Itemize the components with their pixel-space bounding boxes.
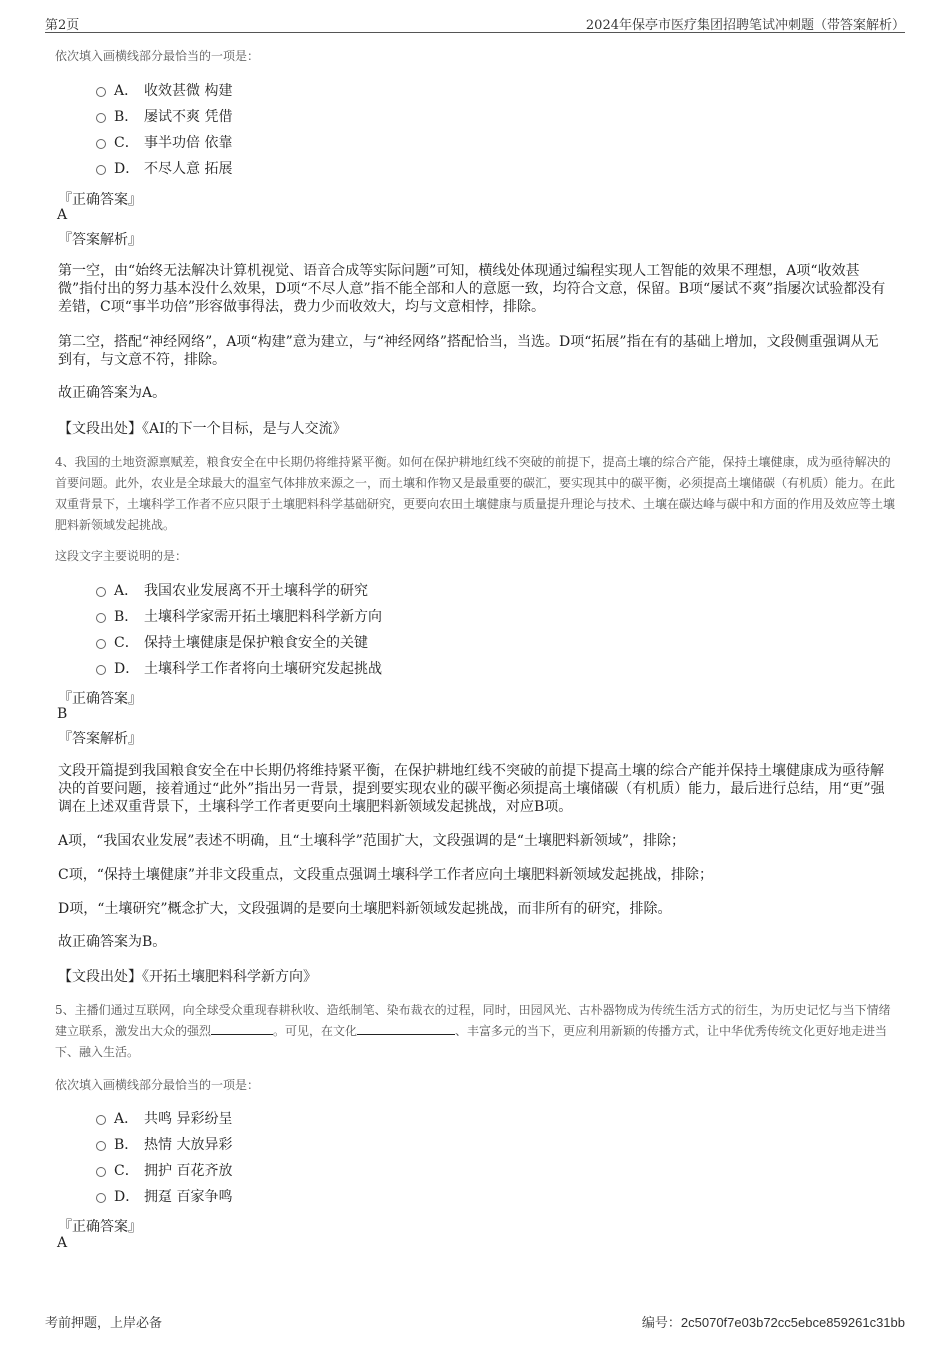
q3-option-a[interactable]: A． 收效甚微 构建 (96, 81, 232, 101)
q4-option-d[interactable]: D． 土壤科学工作者将向土壤研究发起挑战 (96, 659, 382, 679)
document-serial: 编号：2c5070f7e03b72cc5ebce859261c31bb (641, 1315, 905, 1331)
q4-analysis-conclusion: 故正确答案为B。 (58, 934, 167, 950)
radio-icon[interactable] (96, 613, 106, 623)
document-title: 2024年保亭市医疗集团招聘笔试冲刺题（带答案解析） (585, 18, 905, 33)
q4-analysis-paragraph: 文段开篇提到我国粮食安全在中长期仍将维持紧平衡，在保护耕地红线不突破的前提下提高土壤的综合产能并保持土壤健康成为亟待解决的首要问题，接着通过“此外”指出另一背景，提到要实现农业的碳平衡必须提高土壤储碳（有机质）能力，最后进行总结，用“更”强调在上述双重背景下，土壤科学工作者更要向土壤肥料新领域发起挑战，对应B项。 (58, 763, 885, 815)
q4-analysis-label: 『答案解析』 (58, 731, 142, 747)
radio-icon[interactable] (96, 1193, 106, 1203)
radio-icon[interactable] (96, 113, 106, 123)
q5-answer-label: 『正确答案』 (58, 1219, 142, 1235)
q4-source: 【文段出处】《开拓土壤肥料科学新方向》 (58, 969, 317, 985)
fill-blank-2 (357, 1022, 455, 1035)
q5-answer: A (57, 1235, 68, 1251)
q3-analysis-conclusion: 故正确答案为A。 (58, 385, 167, 401)
q4-instruction: 这段文字主要说明的是： (55, 549, 188, 563)
q3-analysis-paragraph: 第一空，由“始终无法解决计算机视觉、语音合成等实际问题”可知，横线处体现通过编程实现人工智能的效果不理想，A项“收效甚微”指付出的努力基本没什么效果，D项“不尽人意”指不能全部和人的意愿一致，均符合文意，保留。B项“屡试不爽”指屡次试验都没有差错，C项“事半功倍”形容做事得法，费力少而收效大，均与文意相悖，排除。 (58, 263, 886, 315)
q5-option-d[interactable]: D． 拥趸 百家争鸣 (96, 1187, 232, 1207)
radio-icon[interactable] (96, 139, 106, 149)
q4-option-b[interactable]: B． 土壤科学家需开拓土壤肥料科学新方向 (96, 607, 382, 627)
q5-passage: 5、主播们通过互联网，向全球受众重现春耕秋收、造纸制笔、染布裁衣的过程，同时，田园风光、古朴器物成为传统生活方式的衍生，为历史记忆与当下情绪建立联系，激发出大众的强烈 。可见，在文化 、丰富多元的当下，更应利用新颖的传播方式，让中华优秀传统文化更好地走进当下、融入生活。 (55, 1003, 891, 1059)
q5-option-a[interactable]: A． 共鸣 异彩纷呈 (96, 1109, 232, 1129)
q3-analysis-label: 『答案解析』 (58, 232, 142, 248)
q5-instruction: 依次填入画横线部分最恰当的一项是： (55, 1078, 260, 1092)
q5-option-b[interactable]: B． 热情 大放异彩 (96, 1135, 232, 1155)
q3-answer: A (57, 207, 68, 223)
q3-option-c[interactable]: C． 事半功倍 依靠 (96, 133, 232, 153)
page-header (45, 12, 905, 33)
q4-analysis-paragraph: C项，“保持土壤健康”并非文段重点，文段重点强调土壤科学工作者应向土壤肥料新领域发起挑战，排除； (58, 867, 714, 883)
radio-icon[interactable] (96, 639, 106, 649)
q4-option-a[interactable]: A． 我国农业发展离不开土壤科学的研究 (96, 581, 368, 601)
q3-source: 【文段出处】《AI的下一个目标，是与人交流》 (58, 421, 347, 437)
radio-icon[interactable] (96, 87, 106, 97)
radio-icon[interactable] (96, 665, 106, 675)
q3-answer-label: 『正确答案』 (58, 192, 142, 208)
q3-option-b[interactable]: B． 屡试不爽 凭借 (96, 107, 232, 127)
page-number: 第2页 (45, 18, 80, 33)
q3-analysis-paragraph: 第二空，搭配“神经网络”，A项“构建”意为建立，与“神经网络”搭配恰当，当选。D项“拓展”指在有的基础上增加，文段侧重强调从无到有，与文意不符，排除。 (58, 334, 879, 368)
q3-option-d[interactable]: D． 不尽人意 拓展 (96, 159, 232, 179)
q4-option-c[interactable]: C． 保持土壤健康是保护粮食安全的关键 (96, 633, 368, 653)
q4-answer: B (57, 706, 68, 722)
radio-icon[interactable] (96, 587, 106, 597)
radio-icon[interactable] (96, 1167, 106, 1177)
q3-instruction: 依次填入画横线部分最恰当的一项是： (55, 49, 260, 63)
radio-icon[interactable] (96, 1141, 106, 1151)
q4-analysis-paragraph: D项，“土壤研究”概念扩大，文段强调的是要向土壤肥料新领域发起挑战，而非所有的研究，排除。 (58, 901, 672, 917)
footer-slogan: 考前押题，上岸必备 (45, 1316, 163, 1331)
radio-icon[interactable] (96, 165, 106, 175)
q4-analysis-paragraph: A项，“我国农业发展”表述不明确，且“土壤科学”范围扩大，文段强调的是“土壤肥料新领域”，排除； (58, 833, 686, 849)
radio-icon[interactable] (96, 1115, 106, 1125)
fill-blank-1 (211, 1022, 273, 1035)
q5-option-c[interactable]: C． 拥护 百花齐放 (96, 1161, 232, 1181)
q4-answer-label: 『正确答案』 (58, 691, 142, 707)
q4-passage: 4、我国的土地资源禀赋差，粮食安全在中长期仍将维持紧平衡。如何在保护耕地红线不突破的前提下，提高土壤的综合产能，保持土壤健康，成为亟待解决的首要问题。此外，农业是全球最大的温室气体排放来源之一，而土壤和作物又是最重要的碳汇，要实现其中的碳平衡，必须提高土壤储碳（有机质）能力。在此双重背景下，土壤科学工作者不应只限于土壤肥料科学基础研究，更要向农田土壤健康与质量提升理论与技术、土壤在碳达峰与碳中和方面的作用及效应等土壤肥料新领域发起挑战。 (55, 455, 896, 532)
